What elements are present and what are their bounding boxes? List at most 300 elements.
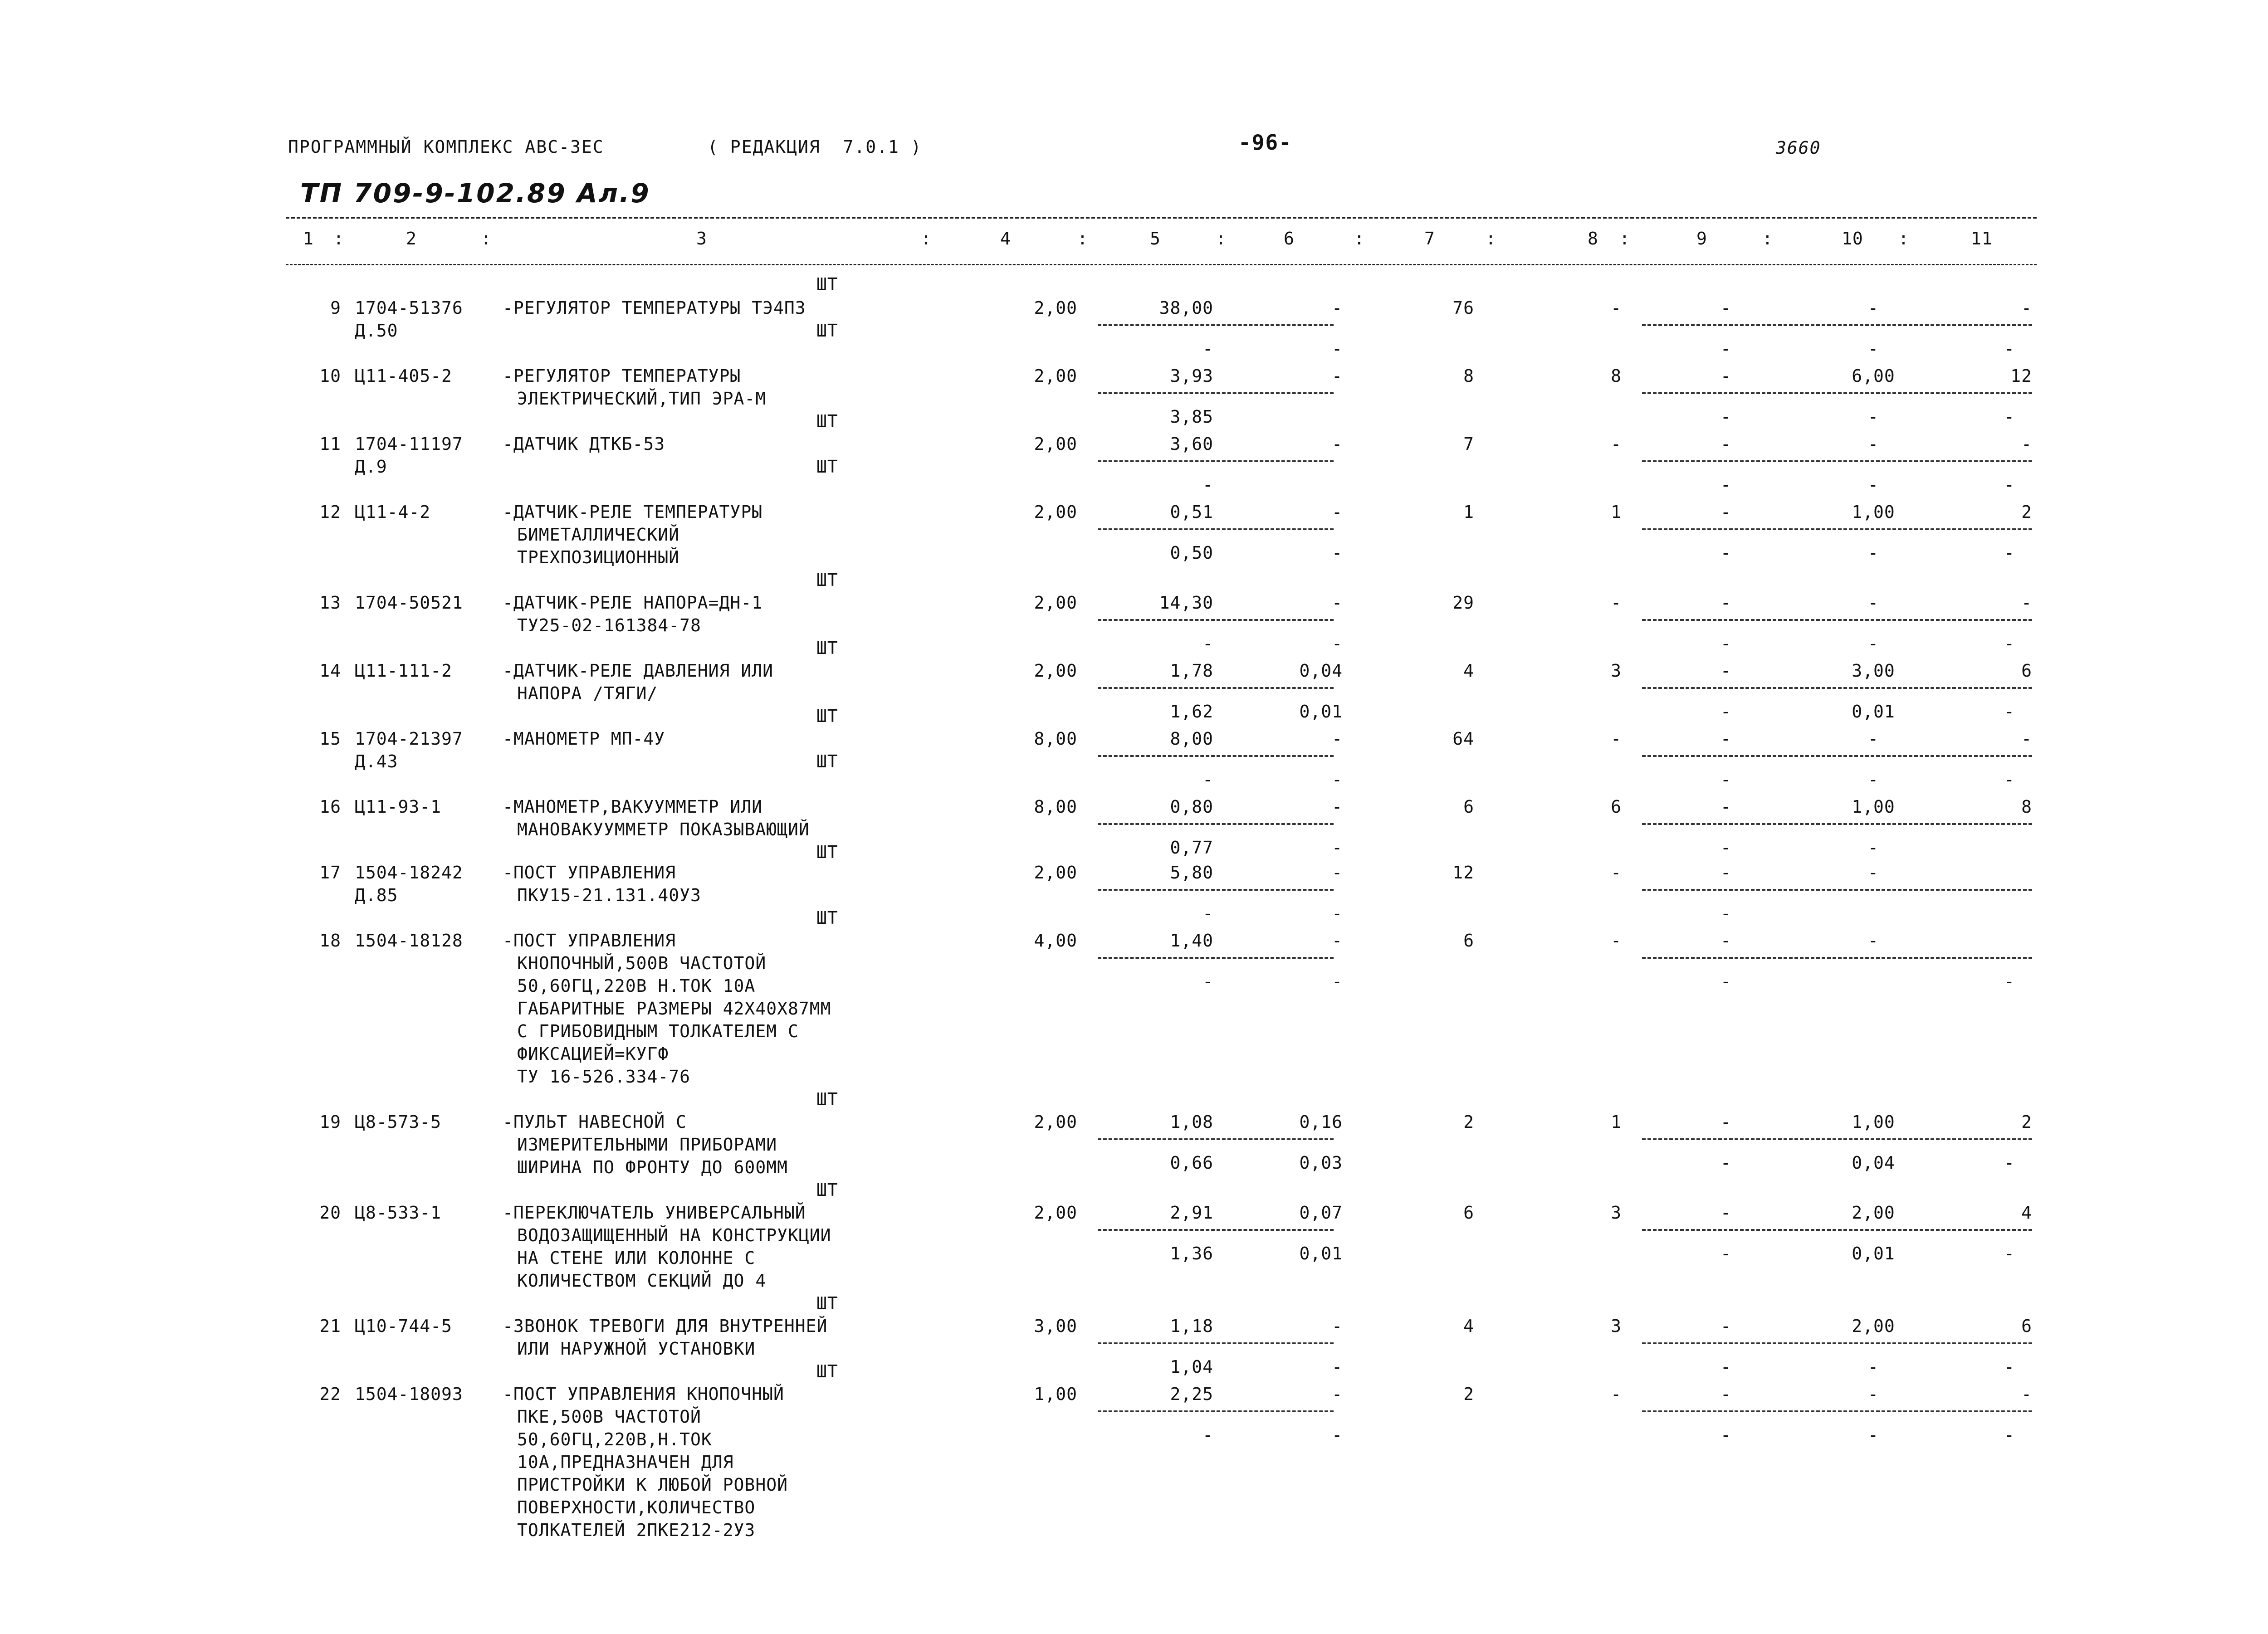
row-number: 19 xyxy=(319,1112,341,1132)
unit-label: ШТ xyxy=(816,1089,838,1109)
col6-second-value: 0,01 xyxy=(1299,1244,1343,1263)
col6-second-value: - xyxy=(1332,339,1343,359)
row-code-extra: Д.50 xyxy=(355,321,398,341)
col9-value: - xyxy=(1721,661,1731,681)
col10-second-value: 0,01 xyxy=(1852,1244,1895,1263)
col4-value: 2,00 xyxy=(1034,863,1077,883)
column-number-10: 10 xyxy=(1842,229,1863,249)
row-code: 1704-11197 xyxy=(355,434,463,454)
col6-second-value: - xyxy=(1332,1425,1343,1445)
col5-value: 0,51 xyxy=(1170,502,1213,522)
col10-value: 1,00 xyxy=(1852,1112,1895,1132)
col11-value: - xyxy=(2021,729,2032,749)
col7-value: 6 xyxy=(1463,1203,1474,1223)
col10-second-value: - xyxy=(1868,838,1879,858)
row-name-line: ТУ25-02-161384-78 xyxy=(517,615,701,635)
col6-value: - xyxy=(1332,931,1343,951)
col9-second-value: - xyxy=(1721,339,1731,359)
row-name-line: -МАНОМЕТР,ВАКУУММЕТР ИЛИ xyxy=(503,797,763,817)
column-separator: : xyxy=(481,229,492,249)
page-mark: -96- xyxy=(1238,130,1292,155)
row-name-line: ШИРИНА ПО ФРОНТУ ДО 600ММ xyxy=(517,1157,788,1177)
unit-label: ШТ xyxy=(816,1293,838,1313)
col9-second-value: - xyxy=(1721,475,1731,495)
col9-value: - xyxy=(1721,1316,1731,1336)
value-underline xyxy=(1098,889,1334,891)
row-name-line: С ГРИБОВИДНЫМ ТОЛКАТЕЛЕМ С xyxy=(517,1021,799,1041)
col9-value: - xyxy=(1721,797,1731,817)
col5-second-value: - xyxy=(1202,971,1213,991)
col4-value: 8,00 xyxy=(1034,797,1077,817)
col5-second-value: - xyxy=(1202,1425,1213,1445)
col5-value: 38,00 xyxy=(1159,298,1213,318)
col9-value: - xyxy=(1721,931,1731,951)
col6-value: - xyxy=(1332,1384,1343,1404)
value-underline xyxy=(1642,755,2032,757)
col11-second-value: - xyxy=(2004,634,2015,654)
col4-value: 4,00 xyxy=(1034,931,1077,951)
col6-second-value: 0,03 xyxy=(1299,1153,1343,1173)
row-name-line: БИМЕТАЛЛИЧЕСКИЙ xyxy=(517,525,680,545)
col10-value: 1,00 xyxy=(1852,797,1895,817)
column-number-5: 5 xyxy=(1150,229,1161,249)
col10-value: - xyxy=(1868,593,1879,613)
col9-second-value: - xyxy=(1721,634,1731,654)
row-name-line: -ПОСТ УПРАВЛЕНИЯ КНОПОЧНЫЙ xyxy=(503,1384,784,1404)
column-separator: : xyxy=(1619,229,1630,249)
col9-second-value: - xyxy=(1721,702,1731,722)
col9-value: - xyxy=(1721,298,1731,318)
row-code: Ц11-93-1 xyxy=(355,797,442,817)
row-code: 1504-18242 xyxy=(355,863,463,883)
col8-value: - xyxy=(1611,863,1622,883)
col6-value: - xyxy=(1332,502,1343,522)
col8-value: - xyxy=(1611,931,1622,951)
unit-label: ШТ xyxy=(816,638,838,658)
row-number: 22 xyxy=(319,1384,341,1404)
col5-second-value: 1,04 xyxy=(1170,1357,1213,1377)
row-name-line: -ПЕРЕКЛЮЧАТЕЛЬ УНИВЕРСАЛЬНЫЙ xyxy=(503,1203,806,1223)
col8-value: - xyxy=(1611,298,1622,318)
col5-value: 2,91 xyxy=(1170,1203,1213,1223)
col6-value: - xyxy=(1332,593,1343,613)
project-code-handwritten: ТП 709-9-102.89 Ал.9 xyxy=(300,178,650,209)
column-number-2: 2 xyxy=(406,229,417,249)
col6-value: 0,04 xyxy=(1299,661,1343,681)
row-name-line: -ПОСТ УПРАВЛЕНИЯ xyxy=(503,931,676,951)
column-number-7: 7 xyxy=(1424,229,1435,249)
col5-value: 3,60 xyxy=(1170,434,1213,454)
row-code-extra: Д.43 xyxy=(355,751,398,771)
col10-value: 3,00 xyxy=(1852,661,1895,681)
col7-value: 2 xyxy=(1463,1384,1474,1404)
col11-value: 2 xyxy=(2021,502,2032,522)
row-name-line: -ДАТЧИК-РЕЛЕ ТЕМПЕРАТУРЫ xyxy=(503,502,763,522)
col8-value: 6 xyxy=(1611,797,1622,817)
value-underline xyxy=(1098,1138,1334,1140)
col9-value: - xyxy=(1721,1384,1731,1404)
program-title: ПРОГРАММНЫЙ КОМПЛЕКС АВС-3ЕС xyxy=(288,137,604,157)
row-name-line: -ДАТЧИК-РЕЛЕ НАПОРА=ДН-1 xyxy=(503,593,763,613)
unit-label: ШТ xyxy=(816,570,838,590)
row-number: 12 xyxy=(319,502,341,522)
row-code: Ц8-573-5 xyxy=(355,1112,442,1132)
col4-value: 2,00 xyxy=(1034,434,1077,454)
row-name-line: -ДАТЧИК-РЕЛЕ ДАВЛЕНИЯ ИЛИ xyxy=(503,661,773,681)
col10-second-value: - xyxy=(1868,1425,1879,1445)
table-head-rule xyxy=(286,264,2037,265)
col7-value: 6 xyxy=(1463,931,1474,951)
col5-second-value: - xyxy=(1202,339,1213,359)
row-code: Ц10-744-5 xyxy=(355,1316,452,1336)
col11-second-value: - xyxy=(2004,770,2015,790)
column-separator: : xyxy=(921,229,932,249)
col11-second-value: - xyxy=(2004,1425,2015,1445)
row-number: 15 xyxy=(319,729,341,749)
col11-second-value: - xyxy=(2004,971,2015,991)
col5-value: 8,00 xyxy=(1170,729,1213,749)
col10-value: - xyxy=(1868,863,1879,883)
col4-value: 2,00 xyxy=(1034,593,1077,613)
row-name-line: ВОДОЗАЩИЩЕННЫЙ НА КОНСТРУКЦИИ xyxy=(517,1225,831,1245)
col6-value: - xyxy=(1332,366,1343,386)
row-name-line: ПОВЕРХНОСТИ,КОЛИЧЕСТВО xyxy=(517,1497,756,1517)
col11-value: - xyxy=(2021,593,2032,613)
row-name-line: ФИКСАЦИЕЙ=КУГФ xyxy=(517,1044,669,1064)
col10-second-value: - xyxy=(1868,339,1879,359)
col9-second-value: - xyxy=(1721,838,1731,858)
col4-value: 2,00 xyxy=(1034,661,1077,681)
col7-value: 12 xyxy=(1452,863,1474,883)
col9-value: - xyxy=(1721,502,1731,522)
col7-value: 29 xyxy=(1452,593,1474,613)
row-number: 14 xyxy=(319,661,341,681)
col6-value: - xyxy=(1332,729,1343,749)
unit-label: ШТ xyxy=(816,706,838,726)
col9-second-value: - xyxy=(1721,543,1731,563)
col5-second-value: 0,50 xyxy=(1170,543,1213,563)
row-name-line: ПКУ15-21.131.40У3 xyxy=(517,885,701,905)
col11-value: 8 xyxy=(2021,797,2032,817)
col5-second-value: 1,62 xyxy=(1170,702,1213,722)
col6-value: 0,16 xyxy=(1299,1112,1343,1132)
value-underline xyxy=(1098,324,1334,326)
value-underline xyxy=(1642,528,2032,530)
value-underline xyxy=(1098,1410,1334,1412)
col9-second-value: - xyxy=(1721,407,1731,427)
row-name-line: -ДАТЧИК ДТКБ-53 xyxy=(503,434,665,454)
col8-value: 8 xyxy=(1611,366,1622,386)
value-underline xyxy=(1642,619,2032,621)
row-number: 18 xyxy=(319,931,341,951)
col7-value: 4 xyxy=(1463,1316,1474,1336)
col11-second-value: - xyxy=(2004,1357,2015,1377)
col11-second-value: - xyxy=(2004,339,2015,359)
col6-value: - xyxy=(1332,863,1343,883)
value-underline xyxy=(1642,460,2032,462)
col5-second-value: 3,85 xyxy=(1170,407,1213,427)
row-code-extra: Д.9 xyxy=(355,457,387,477)
column-separator: : xyxy=(1354,229,1365,249)
row-number: 11 xyxy=(319,434,341,454)
col5-value: 5,80 xyxy=(1170,863,1213,883)
col5-second-value: - xyxy=(1202,770,1213,790)
row-name-line: НАПОРА /ТЯГИ/ xyxy=(517,683,658,703)
col5-second-value: - xyxy=(1202,634,1213,654)
col10-value: 2,00 xyxy=(1852,1316,1895,1336)
col10-second-value: - xyxy=(1868,407,1879,427)
col8-value: 3 xyxy=(1611,1316,1622,1336)
col10-value: - xyxy=(1868,1384,1879,1404)
column-separator: : xyxy=(1486,229,1496,249)
unit-label: ШТ xyxy=(816,411,838,431)
column-separator: : xyxy=(1898,229,1909,249)
col10-second-value: - xyxy=(1868,543,1879,563)
col6-second-value: - xyxy=(1332,903,1343,923)
value-underline xyxy=(1642,1229,2032,1231)
col5-second-value: 1,36 xyxy=(1170,1244,1213,1263)
value-underline xyxy=(1642,889,2032,891)
unit-label: ШТ xyxy=(816,1180,838,1200)
row-name-line: -ПОСТ УПРАВЛЕНИЯ xyxy=(503,863,676,883)
unit-label: ШТ xyxy=(816,321,838,341)
unit-label: ШТ xyxy=(816,751,838,771)
row-name-line: -МАНОМЕТР МП-4У xyxy=(503,729,665,749)
col11-value: 6 xyxy=(2021,1316,2032,1336)
column-separator: : xyxy=(1077,229,1088,249)
col8-value: 3 xyxy=(1611,661,1622,681)
col11-second-value: - xyxy=(2004,543,2015,563)
col5-second-value: 0,77 xyxy=(1170,838,1213,858)
col5-second-value: - xyxy=(1202,903,1213,923)
row-name-line: ТРЕХПОЗИЦИОННЫЙ xyxy=(517,547,680,567)
col9-second-value: - xyxy=(1721,1425,1731,1445)
col6-second-value: - xyxy=(1332,1357,1343,1377)
column-number-8: 8 xyxy=(1588,229,1598,249)
value-underline xyxy=(1098,528,1334,530)
col10-value: - xyxy=(1868,931,1879,951)
row-code: Ц8-533-1 xyxy=(355,1203,442,1223)
value-underline xyxy=(1098,755,1334,757)
col9-value: - xyxy=(1721,1203,1731,1223)
value-underline xyxy=(1642,1138,2032,1140)
col9-value: - xyxy=(1721,434,1731,454)
column-number-1: 1 xyxy=(303,229,314,249)
col4-value: 2,00 xyxy=(1034,298,1077,318)
col11-value: 12 xyxy=(2010,366,2032,386)
row-name-line: ТОЛКАТЕЛЕЙ 2ПКЕ212-2У3 xyxy=(517,1520,756,1540)
col9-second-value: - xyxy=(1721,903,1731,923)
row-name-line: ЭЛЕКТРИЧЕСКИЙ,ТИП ЭРА-М xyxy=(517,389,767,409)
col10-second-value: - xyxy=(1868,1357,1879,1377)
value-underline xyxy=(1098,460,1334,462)
value-underline xyxy=(1098,957,1334,959)
row-name-line: 50,60ГЦ,220В Н.ТОК 10А xyxy=(517,976,756,996)
value-underline xyxy=(1642,1342,2032,1344)
col4-value: 2,00 xyxy=(1034,1112,1077,1132)
col7-value: 76 xyxy=(1452,298,1474,318)
row-code: Ц11-405-2 xyxy=(355,366,452,386)
col11-value: - xyxy=(2021,434,2032,454)
col6-second-value: - xyxy=(1332,634,1343,654)
value-underline xyxy=(1098,392,1334,394)
col11-value: - xyxy=(2021,298,2032,318)
col8-value: 1 xyxy=(1611,502,1622,522)
col7-value: 64 xyxy=(1452,729,1474,749)
row-code: 1704-21397 xyxy=(355,729,463,749)
col7-value: 6 xyxy=(1463,797,1474,817)
col11-second-value: - xyxy=(2004,475,2015,495)
unit-label: ШТ xyxy=(816,274,838,294)
unit-label: ШТ xyxy=(816,457,838,477)
document-number: 3660 xyxy=(1776,138,1821,158)
row-number: 13 xyxy=(319,593,341,613)
column-number-11: 11 xyxy=(1971,229,1993,249)
col9-value: - xyxy=(1721,863,1731,883)
col8-value: - xyxy=(1611,729,1622,749)
col8-value: 1 xyxy=(1611,1112,1622,1132)
col10-value: - xyxy=(1868,729,1879,749)
col6-value: - xyxy=(1332,298,1343,318)
row-code: Ц11-111-2 xyxy=(355,661,452,681)
row-name-line: -РЕГУЛЯТОР ТЕМПЕРАТУРЫ ТЭ4ПЗ xyxy=(503,298,806,318)
row-number: 10 xyxy=(319,366,341,386)
col6-value: - xyxy=(1332,797,1343,817)
row-code: 1504-18128 xyxy=(355,931,463,951)
row-name-line: ПКЕ,500В ЧАСТОТОЙ xyxy=(517,1407,701,1427)
row-code-extra: Д.85 xyxy=(355,885,398,905)
row-name-line: 10А,ПРЕДНАЗНАЧЕН ДЛЯ xyxy=(517,1452,734,1472)
col6-value: 0,07 xyxy=(1299,1203,1343,1223)
column-separator: : xyxy=(333,229,344,249)
column-separator: : xyxy=(1216,229,1227,249)
row-code: 1704-51376 xyxy=(355,298,463,318)
col5-value: 0,80 xyxy=(1170,797,1213,817)
col9-value: - xyxy=(1721,729,1731,749)
col4-value: 2,00 xyxy=(1034,502,1077,522)
row-number: 17 xyxy=(319,863,341,883)
col10-value: - xyxy=(1868,434,1879,454)
col11-value: 4 xyxy=(2021,1203,2032,1223)
col4-value: 8,00 xyxy=(1034,729,1077,749)
col8-value: 3 xyxy=(1611,1203,1622,1223)
col7-value: 4 xyxy=(1463,661,1474,681)
col10-value: 1,00 xyxy=(1852,502,1895,522)
row-name-line: МАНОВАКУУММЕТР ПОКАЗЫВАЮЩИЙ xyxy=(517,819,810,839)
column-separator: : xyxy=(1762,229,1773,249)
col8-value: - xyxy=(1611,434,1622,454)
col9-value: - xyxy=(1721,1112,1731,1132)
row-name-line: 50,60ГЦ,220В,Н.ТОК xyxy=(517,1429,712,1449)
col6-second-value: - xyxy=(1332,971,1343,991)
row-code: 1504-18093 xyxy=(355,1384,463,1404)
col5-second-value: - xyxy=(1202,475,1213,495)
row-name-line: -РЕГУЛЯТОР ТЕМПЕРАТУРЫ xyxy=(503,366,741,386)
col10-second-value: - xyxy=(1868,770,1879,790)
col9-second-value: - xyxy=(1721,1357,1731,1377)
col11-second-value: - xyxy=(2004,1244,2015,1263)
col6-second-value: - xyxy=(1332,543,1343,563)
row-number: 21 xyxy=(319,1316,341,1336)
col8-value: - xyxy=(1611,593,1622,613)
col10-value: 2,00 xyxy=(1852,1203,1895,1223)
column-number-4: 4 xyxy=(1000,229,1011,249)
value-underline xyxy=(1642,324,2032,326)
col4-value: 1,00 xyxy=(1034,1384,1077,1404)
col7-value: 8 xyxy=(1463,366,1474,386)
col6-second-value: 0,01 xyxy=(1299,702,1343,722)
col5-value: 2,25 xyxy=(1170,1384,1213,1404)
unit-label: ШТ xyxy=(816,1361,838,1381)
col6-value: - xyxy=(1332,434,1343,454)
row-name-line: ИЗМЕРИТЕЛЬНЫМИ ПРИБОРАМИ xyxy=(517,1135,777,1155)
row-number: 16 xyxy=(319,797,341,817)
row-name-line: ГАБАРИТНЫЕ РАЗМЕРЫ 42Х40Х87ММ xyxy=(517,999,831,1019)
row-number: 9 xyxy=(330,298,341,318)
row-name-line: НА СТЕНЕ ИЛИ КОЛОННЕ С xyxy=(517,1248,756,1268)
unit-label: ШТ xyxy=(816,908,838,928)
col5-second-value: 0,66 xyxy=(1170,1153,1213,1173)
value-underline xyxy=(1098,1342,1334,1344)
col6-value: - xyxy=(1332,1316,1343,1336)
col11-value: - xyxy=(2021,1384,2032,1404)
col10-second-value: - xyxy=(1868,475,1879,495)
col11-second-value: - xyxy=(2004,702,2015,722)
value-underline xyxy=(1098,687,1334,689)
row-code: Ц11-4-2 xyxy=(355,502,431,522)
col9-second-value: - xyxy=(1721,1244,1731,1263)
col7-value: 1 xyxy=(1463,502,1474,522)
row-code: 1704-50521 xyxy=(355,593,463,613)
value-underline xyxy=(1642,823,2032,825)
table-top-rule xyxy=(286,217,2037,219)
row-name-line: -ЗВОНОК ТРЕВОГИ ДЛЯ ВНУТРЕННЕЙ xyxy=(503,1316,828,1336)
row-name-line: ПРИСТРОЙКИ К ЛЮБОЙ РОВНОЙ xyxy=(517,1475,788,1495)
value-underline xyxy=(1642,687,2032,689)
col10-value: 6,00 xyxy=(1852,366,1895,386)
col4-value: 3,00 xyxy=(1034,1316,1077,1336)
unit-label: ШТ xyxy=(816,842,838,862)
col5-value: 1,78 xyxy=(1170,661,1213,681)
col6-second-value: - xyxy=(1332,838,1343,858)
col4-value: 2,00 xyxy=(1034,366,1077,386)
col11-value: 2 xyxy=(2021,1112,2032,1132)
col10-value: - xyxy=(1868,298,1879,318)
col9-second-value: - xyxy=(1721,1153,1731,1173)
col11-second-value: - xyxy=(2004,1153,2015,1173)
row-name-line: ТУ 16-526.334-76 xyxy=(517,1067,691,1087)
col4-value: 2,00 xyxy=(1034,1203,1077,1223)
column-number-9: 9 xyxy=(1696,229,1707,249)
value-underline xyxy=(1642,392,2032,394)
col7-value: 7 xyxy=(1463,434,1474,454)
col9-value: - xyxy=(1721,366,1731,386)
column-number-3: 3 xyxy=(696,229,707,249)
edition-label: ( РЕДАКЦИЯ 7.0.1 ) xyxy=(708,137,922,157)
row-name-line: ИЛИ НАРУЖНОЙ УСТАНОВКИ xyxy=(517,1339,756,1359)
col5-value: 1,40 xyxy=(1170,931,1213,951)
col10-second-value: - xyxy=(1868,634,1879,654)
col10-second-value: 0,01 xyxy=(1852,702,1895,722)
value-underline xyxy=(1642,957,2032,959)
col10-second-value: 0,04 xyxy=(1852,1153,1895,1173)
col5-value: 14,30 xyxy=(1159,593,1213,613)
row-name-line: -ПУЛЬТ НАВЕСНОЙ С xyxy=(503,1112,687,1132)
col5-value: 1,08 xyxy=(1170,1112,1213,1132)
value-underline xyxy=(1098,1229,1334,1231)
row-name-line: КНОПОЧНЫЙ,500В ЧАСТОТОЙ xyxy=(517,953,767,973)
col11-second-value: - xyxy=(2004,407,2015,427)
